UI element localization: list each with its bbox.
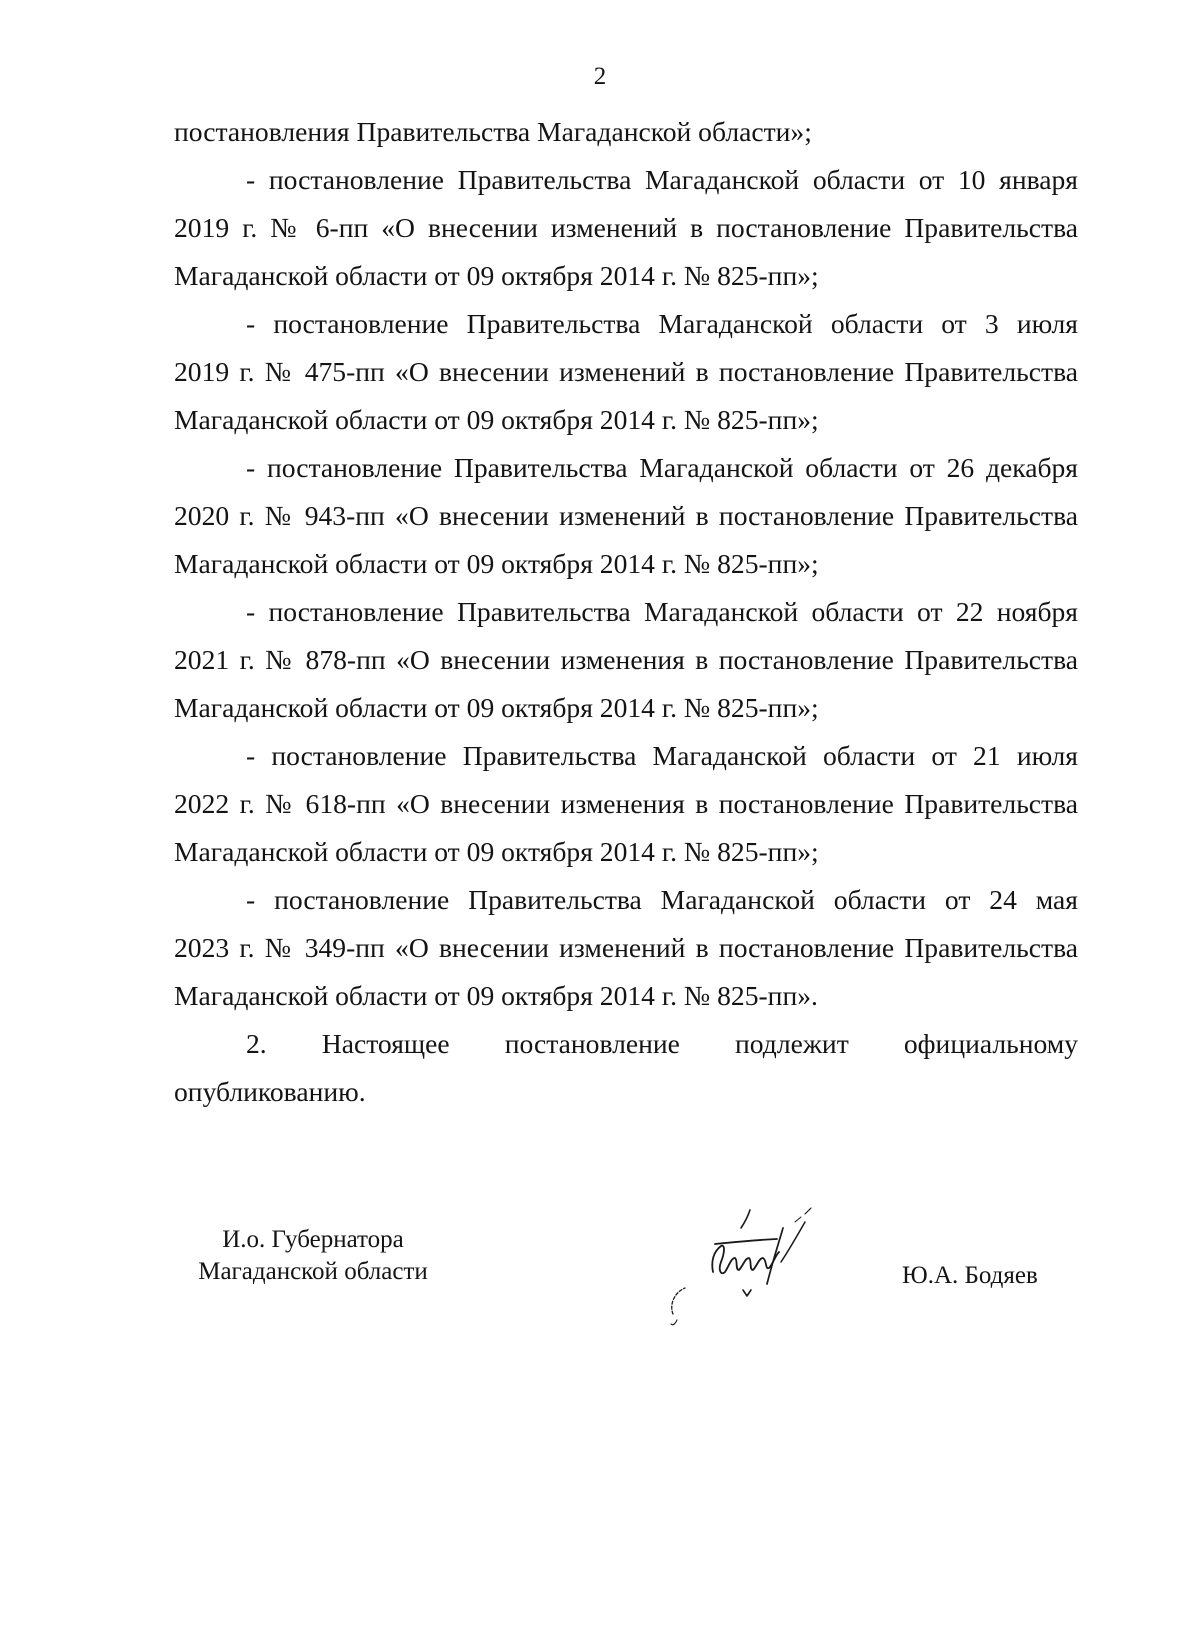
signatory-name: Ю.А. Бодяев xyxy=(902,1262,1038,1289)
paragraph-continuation xyxy=(174,108,1078,156)
text-line: 2019 г. № 6-пп «О внесении изменений в постановление Правительства xyxy=(174,212,1078,243)
list-item-resolution-2020-dec xyxy=(174,444,1078,588)
text-line: - постановление Правительства Магаданской области от 24 мая xyxy=(246,884,1078,915)
text-line: 2023 г. № 349-пп «О внесении изменений в постановление Правительства xyxy=(174,932,1078,963)
text-line: 2019 г. № 475-пп «О внесении изменений в постановление Правительства xyxy=(174,356,1078,387)
text-line: 2022 г. № 618-пп «О внесении изменения в постановление Правительства xyxy=(174,788,1078,819)
clause-2-publication xyxy=(174,1020,1078,1116)
handwritten-signature-icon xyxy=(655,1192,865,1342)
text-line: - постановление Правительства Магаданской области от 21 июля xyxy=(246,740,1078,771)
list-item-resolution-2019-jul xyxy=(174,300,1078,444)
list-item-resolution-2022-jul xyxy=(174,732,1078,876)
text-line: 2021 г. № 878-пп «О внесении изменения в постановление Правительства xyxy=(174,644,1078,675)
text-line: - постановление Правительства Магаданской области от 22 ноября xyxy=(246,596,1078,627)
list-item-resolution-2023-may xyxy=(174,876,1078,1020)
signatory-position-line: И.о. Губернатора xyxy=(222,1226,404,1253)
text-line: 2020 г. № 943-пп «О внесении изменений в постановление Правительства xyxy=(174,500,1078,531)
text-line: Магаданской области от 09 октября 2014 г. № 825-пп». xyxy=(174,980,818,1011)
signatory-position-line: Магаданской области xyxy=(198,1258,428,1285)
list-item-resolution-2021-nov xyxy=(174,588,1078,732)
text-line: Магаданской области от 09 октября 2014 г. № 825-пп»; xyxy=(174,260,819,291)
signature-block xyxy=(0,1212,1200,1352)
text-line: Магаданской области от 09 октября 2014 г. № 825-пп»; xyxy=(174,404,819,435)
text-line: постановления Правительства Магаданской области»; xyxy=(174,116,812,147)
text-line: Магаданской области от 09 октября 2014 г. № 825-пп»; xyxy=(174,836,819,867)
page-number: 2 xyxy=(593,63,607,90)
text-line: 2. Настоящее постановление подлежит официальному xyxy=(246,1028,1078,1059)
text-line: - постановление Правительства Магаданской области от 3 июля xyxy=(246,308,1078,339)
text-line: опубликованию. xyxy=(174,1076,366,1107)
text-line: - постановление Правительства Магаданской области от 26 декабря xyxy=(246,452,1078,483)
text-line: Магаданской области от 09 октября 2014 г. № 825-пп»; xyxy=(174,692,819,723)
list-item-resolution-2019-jan xyxy=(174,156,1078,300)
signatory-position xyxy=(178,1224,448,1288)
text-line: Магаданской области от 09 октября 2014 г. № 825-пп»; xyxy=(174,548,819,579)
document-body xyxy=(174,108,1078,1116)
text-line: - постановление Правительства Магаданской области от 10 января xyxy=(246,164,1078,195)
